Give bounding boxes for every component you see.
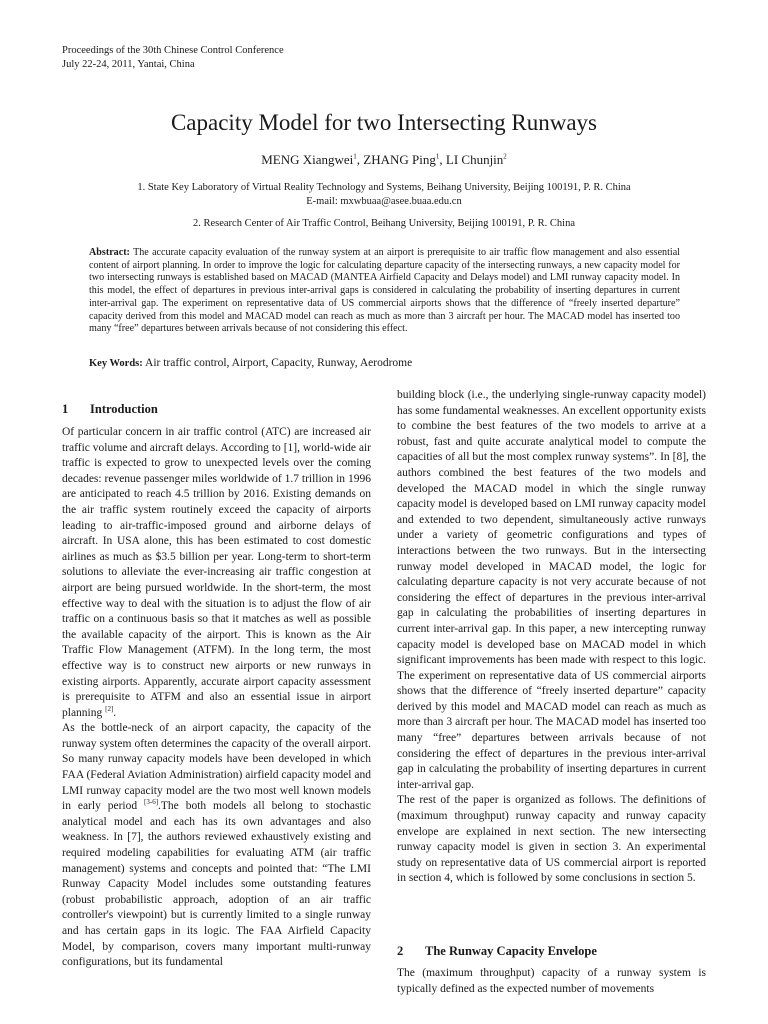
proceedings-line: Proceedings of the 30th Chinese Control Conference: [62, 45, 284, 56]
author-email: E-mail: mxwbuaa@asee.buaa.edu.cn: [306, 196, 462, 207]
affiliation-2: 2. Research Center of Air Traffic Control, Beihang University, Beijing 100191, P. R. China: [192, 218, 576, 229]
left-column-body: [62, 425, 371, 971]
keywords-text: Air traffic control, Airport, Capacity, Runway, Aerodrome: [142, 357, 413, 369]
section-title: Introduction: [90, 402, 158, 416]
section-title: The Runway Capacity Envelope: [425, 944, 597, 958]
right-column-body: [397, 388, 706, 887]
paragraph: [62, 721, 371, 971]
paragraph: The rest of the paper is organized as follows. The definitions of (maximum throughput) runway capacity and runway capacity envelope are explained in next section. The new intersecting runway capacity model is given in section 3. An experimental study on representative data of US commercial airport is reported in section 4, which is followed by some conclusions in section 5.: [397, 794, 706, 885]
citation: [2]: [105, 704, 114, 713]
keywords-label: Key Words:: [89, 358, 143, 369]
affiliation-marker: 1: [435, 152, 440, 161]
affiliation-marker: 1: [353, 152, 357, 161]
keywords: [89, 356, 680, 371]
section-number: 2: [397, 944, 404, 958]
author-name: , LI Chunjin: [439, 152, 504, 167]
author-name: MENG Xiangwei: [261, 152, 354, 167]
citation: [3-6]: [144, 798, 159, 807]
paragraph-text: Of particular concern in air traffic control (ATC) are increased air traffic volume and aircraft delays. According to [1], world-wide air traffic is expected to grow to unexpected levels over the coming decades: revenue passenger miles worldwide of 1.7 trillion in 1996 are anticipated to reach 4.5 trillion by 2016. Existing demands on the air traffic system routinely exceed the capacity of airports leading to air-traffic-imposed ground and airborne delays of aircraft. In USA alone, this has been estimated to cost domestic airlines as much as $3.5 billion per year. Long-term to short-term solutions to alleviate the ever-increasing air traffic congestion at airport are being pursued worldwide. In the short-term, the most effective way to deal with the situation is to adjust the flow of air traffic on a continuous basis so that it matches as well as possible the available capacity of the airport. This is known as the Air Traffic Flow Management (ATFM). In the long term, the most effective way is to construct new airports or new runways in existing airports. Apparently, accurate airport capacity assessment is prerequisite to ATFM and also an essential issue in airport planning: [62, 426, 371, 719]
paragraph: [62, 425, 371, 721]
paper-title: Capacity Model for two Intersecting Runways: [170, 110, 598, 135]
author-list: [0, 151, 768, 168]
conference-date-line: July 22-24, 2011, Yantai, China: [62, 59, 195, 70]
section-heading-introduction: [62, 401, 158, 417]
proceedings-header: [62, 44, 284, 72]
paragraph: building block (i.e., the underlying single-runway capacity model) has some fundamental weaknesses. An excellent opportunity exists to combine the best features of the two models to arrive at a robust, fast and quite accurate analytical model to compute the capacities of all but the most complex runway systems”. In [8], the authors combined the best features of the two models and developed the MACAD model in which the single runway capacity model is developed based on LMI runway capacity model and extended to two dependent, simultaneously active runways under a variety of geometric configurations and types of interactions between the two runways. But in the intersecting runway model developed in MACAD model, the logic for calculating departure capacity is not very accurate because of not considering the effect of departures in the previous inter-arrival gap in calculating the probabilities of inserting departures in current inter-arrival gap. In this paper, a new intercepting runway capacity model is developed base on MACAD model in which significant improvements has been made with respect to this logic. The experiment on representative data of US commercial airports shows that the difference of “freely inserted departure” capacity derived by this model and MACAD model can reach as much as more than 3 aircraft per hour. The MACAD model has inserted too many “free” departures between arrivals because of not considering the effect of departures in the previous inter-arrival gap in calculating the probability of inserting departures in current inter-arrival gap.: [397, 389, 706, 791]
affiliation-1: 1. State Key Laboratory of Virtual Reality Technology and Systems, Beihang University, Beijing 100191, P. R. China: [137, 182, 631, 193]
paragraph-text: .: [113, 706, 117, 719]
paragraph-text: As the bottle-neck of an airport capacity, the capacity of the runway system often determines the capacity of the overall airport. So many runway capacity models have been developed in which FAA (Federal Aviation Administration) airfield capacity model and LMI runway capacity model are the two most well known models in early period: [62, 722, 371, 813]
affiliation-marker: 2: [503, 152, 507, 161]
paragraph: The (maximum throughput) capacity of a runway system is typically defined as the expected number of movements: [397, 967, 706, 995]
section-heading-runway-capacity-envelope: [397, 943, 597, 959]
abstract-text: The accurate capacity evaluation of the runway system at an airport is prerequisite to air traffic flow management and also essential content of airport planning. In order to improve the logic for calculating departure capacity of the intersecting runways, a new capacity model for two intersecting runways is established based on MACAD (MANTEA Airfield Capacity and Delays model) and LMI runway capacity model. In this model, the effect of departures in previous inter-arrival gaps is considered in calculating the probability of inserting departures in current inter-arrival gap. The experiment on representative data of US commercial airports shows that the difference of “freely inserted departure” capacity derived from this model and MACAD model can reach as much as more than 3 aircraft per hour. The MACAD model has inserted too many “free” departures between arrivals because of not considering this effect.: [89, 247, 680, 335]
section2-body: [397, 966, 706, 997]
abstract-label: Abstract:: [89, 247, 130, 258]
paragraph-text: .The both models all belong to stochastic analytical model and each has its own advantages and also weakness. In [7], the authors reviewed exhaustively existing and required modeling capabilities for evaluating ATM (air traffic management) systems and concepts and pointed that: “The LMI Runway Capacity Model includes some outstanding features (robust probabilistic approach, adoption of an air traffic controller's viewpoint) but is currently limited to a single runway and has certain gaps in its logic. The FAA Airfield Capacity Model, by comparison, covers many important multi-runway configurations, but its fundamental: [62, 800, 371, 969]
abstract: [89, 247, 680, 336]
section-number: 1: [62, 402, 69, 416]
author-name: , ZHANG Ping: [356, 152, 436, 167]
